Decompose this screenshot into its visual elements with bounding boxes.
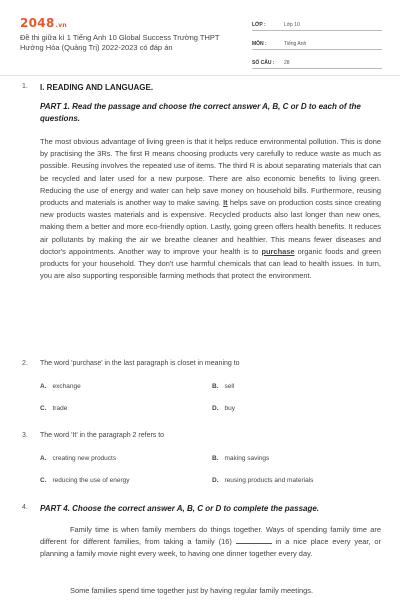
passage-segment-1: The most obvious advantage of living green is that it helps reduce environmental pollution. This is done by practising the 3Rs. The first R means choosing products very carefully to reduce waste as much as possible. Reusing involves the repeated use of items. The third R is about separating materials that can be recycled and later used for a new purpose. There are also economic benefits to living green. Reducing the use of energy and water can help save money on household bills. Furthermore, reusing products and materials is another way to make saving. (40, 137, 381, 208)
meta-count-label: SỐ CÂU : (252, 60, 275, 66)
option-letter: D. (212, 405, 219, 412)
cloze-blank-16[interactable] (236, 536, 272, 544)
option-text: trade (52, 405, 68, 412)
question-3-number: 3. (22, 432, 28, 439)
option-letter: A. (40, 455, 47, 462)
passage-word-it: It (223, 198, 228, 208)
meta-class-label: LỚP : (252, 22, 266, 28)
option-text: buy (224, 405, 235, 412)
q2-option-d[interactable] (212, 405, 235, 412)
option-letter: C. (40, 405, 47, 412)
cloze-paragraph-1 (40, 524, 381, 561)
q3-option-c[interactable] (40, 477, 129, 484)
meta-count-row (252, 54, 382, 69)
question-4-number: 4. (22, 504, 28, 511)
reading-passage (40, 136, 381, 282)
option-text: sell (224, 383, 235, 390)
part-1-instruction: PART 1. Read the passage and choose the correct answer A, B, C or D to each of the questions. (40, 102, 361, 123)
cloze-text-after: in a nice place every year, or planning a family movie night every week, to having one dinner together every day. (40, 537, 381, 559)
section-heading: I. READING AND LANGUAGE. (40, 83, 154, 92)
passage-word-purchase: purchase (261, 246, 295, 256)
meta-subject-label: MÔN : (252, 41, 267, 47)
option-letter: B. (212, 455, 219, 462)
question-2-number: 2. (22, 360, 28, 367)
page-header (0, 0, 400, 70)
question-3-text: The word 'It' in the paragraph 2 refers to (40, 432, 165, 439)
site-logo[interactable] (20, 16, 67, 30)
q3-option-b[interactable] (212, 455, 269, 462)
option-letter: D. (212, 477, 219, 484)
option-text: reducing the use of energy (52, 477, 130, 484)
cloze-paragraph-2: Some families spend time together just by having regular family meetings. (70, 586, 314, 595)
option-text: creating new products (52, 455, 117, 462)
passage-segment-3: organic foods and green products for your household. They don't use harmful chemicals that can lead to health issues. In turn, you are also supporting responsible farming methods that protect the environment. (40, 246, 381, 281)
passage-segment-2: helps save on production costs since creating new products wastes materials and is expensive. Recycled products also last longer than new ones, making them a better and more eco-friendly option. Lastly, going green offers health benefits. It reduces air pollutants by making the air we breathe cleaner and healthier. This means fewer diseases and doctor's appointments. Another way to improve your health is to (40, 198, 381, 256)
option-text: making savings (224, 455, 270, 462)
logo-suffix: .vn (55, 22, 67, 29)
question-2-text: The word 'purchase' in the last paragraph is closet in meaning to (40, 360, 240, 367)
option-text: exchange (52, 383, 81, 390)
q2-option-a[interactable] (40, 383, 81, 390)
option-letter: B. (212, 383, 219, 390)
meta-class-value: Lớp 10 (284, 22, 300, 28)
cloze-text-before: Family time is when family members do things together. Ways of spending family time are different for different families, from taking a family (16) (40, 525, 381, 547)
header-divider (0, 75, 400, 76)
part-4-instruction: PART 4. Choose the correct answer A, B, C or D to complete the passage. (40, 504, 320, 513)
q3-option-d[interactable] (212, 477, 313, 484)
q2-option-c[interactable] (40, 405, 67, 412)
meta-count-value: 28 (284, 60, 290, 66)
option-text: reusing products and materials (224, 477, 314, 484)
option-letter: C. (40, 477, 47, 484)
logo-text: 2048 (20, 16, 55, 30)
meta-class-row (252, 16, 382, 31)
q2-option-b[interactable] (212, 383, 234, 390)
meta-subject-value: Tiếng Anh (284, 41, 307, 47)
document-title: Đề thi giữa kì 1 Tiếng Anh 10 Global Success Trường THPT Hướng Hóa (Quảng Trị) 2022-2023 có đáp án (20, 33, 220, 52)
q3-option-a[interactable] (40, 455, 116, 462)
meta-info (252, 16, 382, 73)
meta-subject-row (252, 35, 382, 50)
option-letter: A. (40, 383, 47, 390)
question-1-number: 1. (22, 83, 28, 90)
